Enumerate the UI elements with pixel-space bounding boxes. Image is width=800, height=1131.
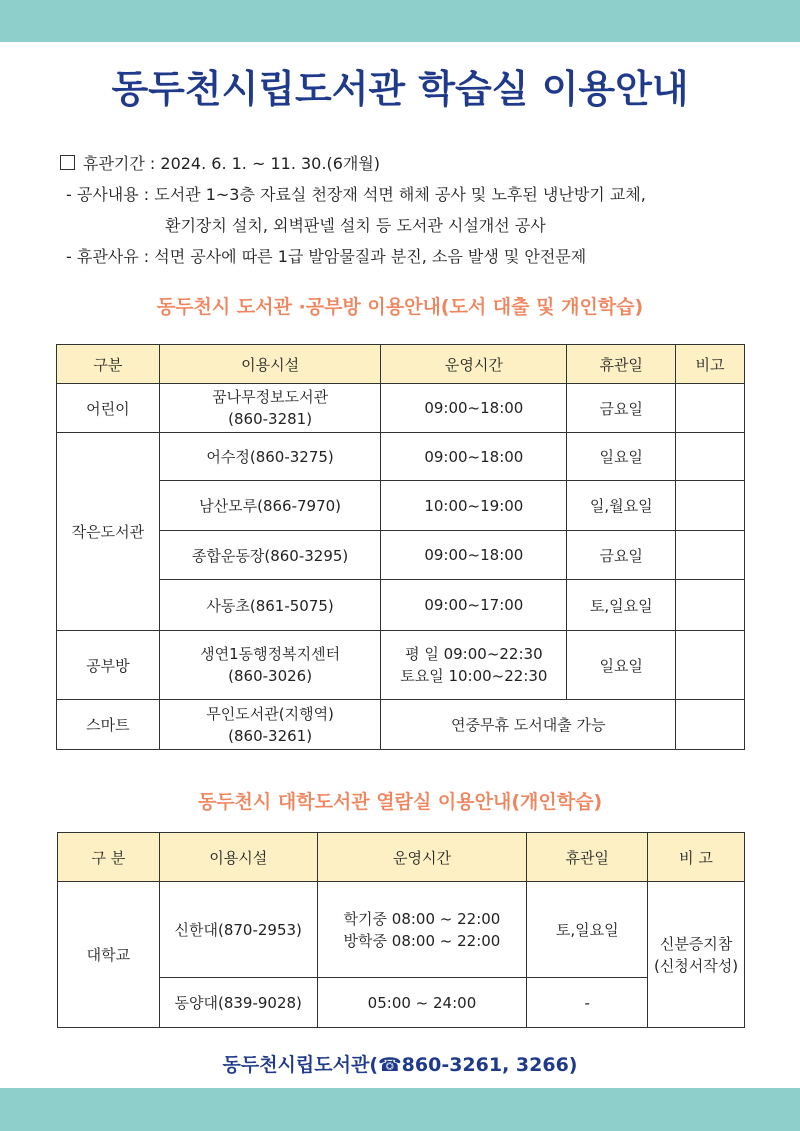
- work-content-line1: - 공사내용 : 도서관 1~3층 자료실 천장재 석면 해체 공사 및 노후된 냉난방기 교체,: [66, 185, 646, 204]
- note-cell: [676, 531, 745, 580]
- facility-cell: 신한대(870-2953): [159, 882, 317, 978]
- table-row: [58, 978, 745, 1028]
- hours-cell: 09:00~17:00: [381, 580, 567, 631]
- facility-cell: 종합운동장(860-3295): [159, 531, 381, 580]
- note-cell: [676, 384, 745, 433]
- hours-cell: 05:00 ~ 24:00: [317, 978, 527, 1028]
- table-header-row: [58, 833, 745, 882]
- facility-cell: 사동초(861-5075): [159, 580, 381, 631]
- hours-cell: 평 일 09:00~22:30 토요일 10:00~22:30: [381, 631, 567, 700]
- group-small-library: 작은도서관: [57, 433, 160, 631]
- library-table: [56, 344, 745, 750]
- header-hours: 운영시간: [381, 345, 567, 384]
- table-row: [57, 433, 745, 481]
- closed-cell: 토,일요일: [567, 580, 676, 631]
- hours-cell: 09:00~18:00: [381, 384, 567, 433]
- work-content-line2: 환기장치 설치, 외벽판넬 설치 등 도서관 시설개선 공사: [165, 216, 546, 235]
- closed-cell: 일요일: [567, 433, 676, 481]
- closed-cell: -: [527, 978, 648, 1028]
- header-facility: 이용시설: [159, 833, 317, 882]
- table-row: [57, 580, 745, 631]
- facility-cell: 생연1동행정복지센터 (860-3026): [159, 631, 381, 700]
- closed-cell: 금요일: [567, 384, 676, 433]
- top-band: [0, 0, 800, 42]
- closure-notice: [60, 148, 780, 272]
- header-closed: 휴관일: [567, 345, 676, 384]
- table-row: [57, 481, 745, 531]
- hours-cell: 09:00~18:00: [381, 433, 567, 481]
- closed-cell: 토,일요일: [527, 882, 648, 978]
- note-cell: [676, 580, 745, 631]
- group-university: 대학교: [58, 882, 160, 1028]
- closed-cell: 금요일: [567, 531, 676, 580]
- header-category: 구 분: [58, 833, 160, 882]
- university-table: [57, 832, 745, 1028]
- closed-cell: 일요일: [567, 631, 676, 700]
- group-children: 어린이: [57, 384, 160, 433]
- closure-period-line: [60, 148, 780, 179]
- table-header-row: [57, 345, 745, 384]
- closure-period-text: 휴관기간 : 2024. 6. 1. ~ 11. 30.(6개월): [83, 154, 381, 173]
- page-title: 동두천시립도서관 학습실 이용안내: [111, 67, 689, 111]
- note-cell: [676, 700, 745, 750]
- table-row: [57, 384, 745, 433]
- header-closed: 휴관일: [527, 833, 648, 882]
- header-note: 비고: [676, 345, 745, 384]
- footer-contact: 동두천시립도서관(☎860-3261, 3266): [222, 1054, 578, 1076]
- hours-cell: 09:00~18:00: [381, 531, 567, 580]
- facility-cell: 무인도서관(지행역) (860-3261): [159, 700, 381, 750]
- facility-cell: 동양대(839-9028): [159, 978, 317, 1028]
- section2-title: 동두천시 대학도서관 열람실 이용안내(개인학습): [197, 791, 603, 813]
- table-row: [57, 700, 745, 750]
- hours-cell: 연중무휴 도서대출 가능: [381, 700, 676, 750]
- note-cell: [676, 433, 745, 481]
- note-cell: 신분증지참 (신청서작성): [648, 882, 745, 1028]
- note-cell: [676, 481, 745, 531]
- hours-cell: 10:00~19:00: [381, 481, 567, 531]
- header-note: 비 고: [648, 833, 745, 882]
- closed-cell: 일,월요일: [567, 481, 676, 531]
- hours-cell: 학기중 08:00 ~ 22:00 방학중 08:00 ~ 22:00: [317, 882, 527, 978]
- facility-cell: 꿈나무정보도서관 (860-3281): [159, 384, 381, 433]
- facility-cell: 남산모루(866-7970): [159, 481, 381, 531]
- header-facility: 이용시설: [159, 345, 381, 384]
- table-row: [58, 882, 745, 978]
- table-row: [57, 531, 745, 580]
- closure-reason-line: - 휴관사유 : 석면 공사에 따른 1급 발암물질과 분진, 소음 발생 및 안전문제: [66, 247, 587, 266]
- note-cell: [676, 631, 745, 700]
- bottom-band: [0, 1088, 800, 1131]
- facility-cell: 어수정(860-3275): [159, 433, 381, 481]
- section1-title: 동두천시 도서관 ·공부방 이용안내(도서 대출 및 개인학습): [156, 296, 644, 318]
- header-category: 구분: [57, 345, 160, 384]
- header-hours: 운영시간: [317, 833, 527, 882]
- group-study-room: 공부방: [57, 631, 160, 700]
- table-row: [57, 631, 745, 700]
- checkbox-icon: [60, 155, 75, 170]
- group-smart: 스마트: [57, 700, 160, 750]
